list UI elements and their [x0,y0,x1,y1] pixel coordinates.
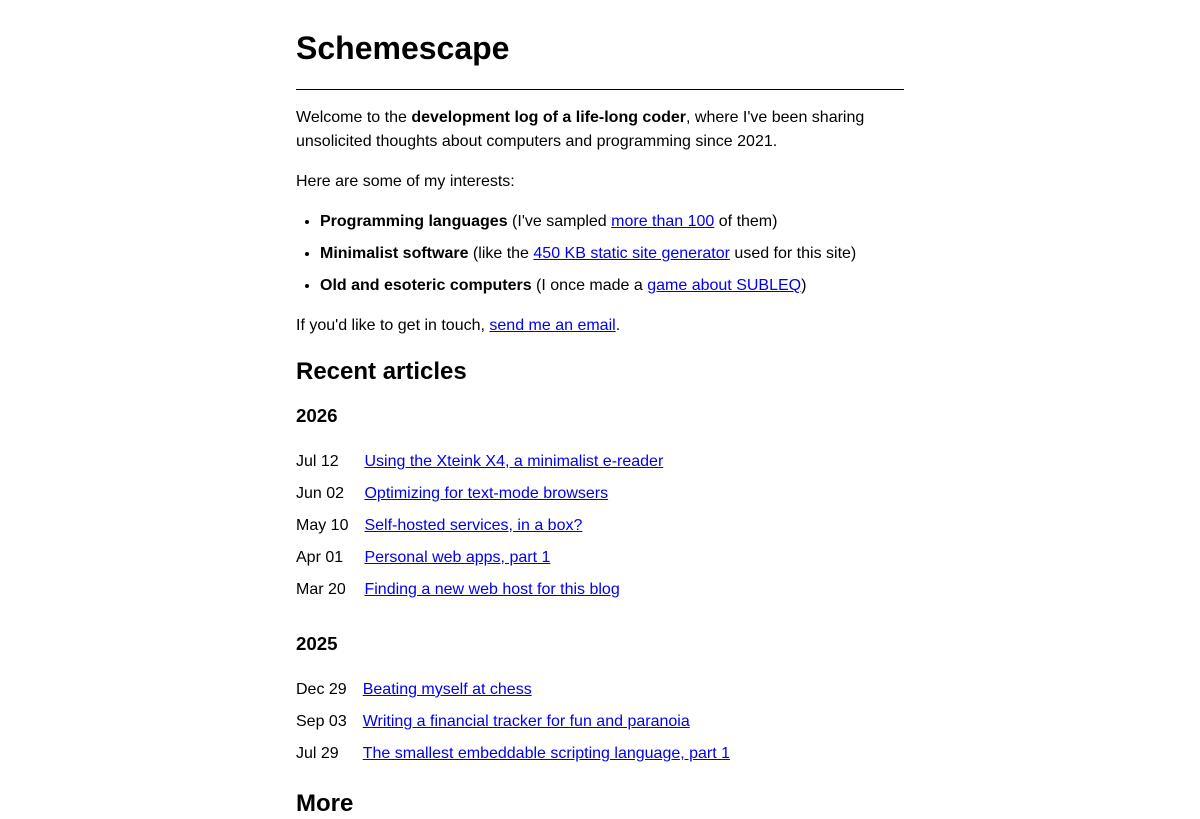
interest-title: Old and esoteric computers [320,277,532,294]
article-row [296,542,663,574]
site-title: Schemescape [296,30,510,66]
page [296,0,904,819]
interest-after: ) [801,277,807,294]
article-date: Jun 02 [296,485,345,502]
header-divider [296,89,904,90]
interests-lead: Here are some of my interests: [296,173,515,190]
interest-link[interactable]: more than 100 [611,213,715,230]
more-heading: More [296,790,354,817]
article-link[interactable]: Personal web apps, part 1 [364,549,551,566]
interest-before: (I once made a [531,277,648,294]
interest-title: Minimalist software [320,245,469,262]
year-section [296,404,904,606]
article-row [296,738,730,770]
article-row [296,478,663,510]
article-table [296,446,663,606]
article-row [296,446,663,478]
interest-after: of them) [714,213,778,230]
article-date: Sep 03 [296,713,347,730]
recent-articles-heading: Recent articles [296,358,467,385]
article-table [296,674,730,770]
email-link[interactable]: send me an email [489,317,616,334]
article-date: May 10 [296,517,349,534]
interest-title: Programming languages [320,213,508,230]
contact-prefix: If you'd like to get in touch, [296,317,490,334]
article-link[interactable]: Optimizing for text-mode browsers [364,485,609,502]
contact-paragraph [296,314,904,338]
article-link[interactable]: Finding a new web host for this blog [364,581,620,598]
interest-before: (I've sampled [507,213,612,230]
article-date: Mar 20 [296,581,346,598]
interest-item [320,242,904,266]
article-link[interactable]: Self-hosted services, in a box? [364,517,583,534]
year-section [296,632,904,770]
article-row [296,574,663,606]
interests-list [296,210,904,298]
article-link[interactable]: Using the Xteink X4, a minimalist e-reader [364,453,664,470]
intro-prefix: Welcome to the [296,109,412,126]
interest-before: (like the [468,245,534,262]
article-date: Apr 01 [296,549,344,566]
article-link[interactable]: The smallest embeddable scripting language, part 1 [362,745,731,762]
interest-link[interactable]: 450 KB static site generator [533,245,730,262]
article-row [296,510,663,542]
contact-suffix: . [615,317,621,334]
interest-after: used for this site) [729,245,857,262]
interest-item [320,210,904,234]
interest-item [320,274,904,298]
intro-bold: development log of a life-long coder [411,109,686,126]
year-heading: 2026 [296,405,338,426]
article-date: Jul 29 [296,745,339,762]
article-date: Jul 12 [296,453,339,470]
intro-paragraph [296,106,904,154]
intro-suffix: , where I've been sharing unsolicited thoughts about computers and programming since 2021. [296,109,865,150]
article-link[interactable]: Writing a financial tracker for fun and paranoia [362,713,690,730]
article-date: Dec 29 [296,681,347,698]
article-row [296,674,730,706]
article-link[interactable]: Beating myself at chess [362,681,532,698]
article-row [296,706,730,738]
year-heading: 2025 [296,633,338,654]
interest-link[interactable]: game about SUBLEQ [647,277,802,294]
